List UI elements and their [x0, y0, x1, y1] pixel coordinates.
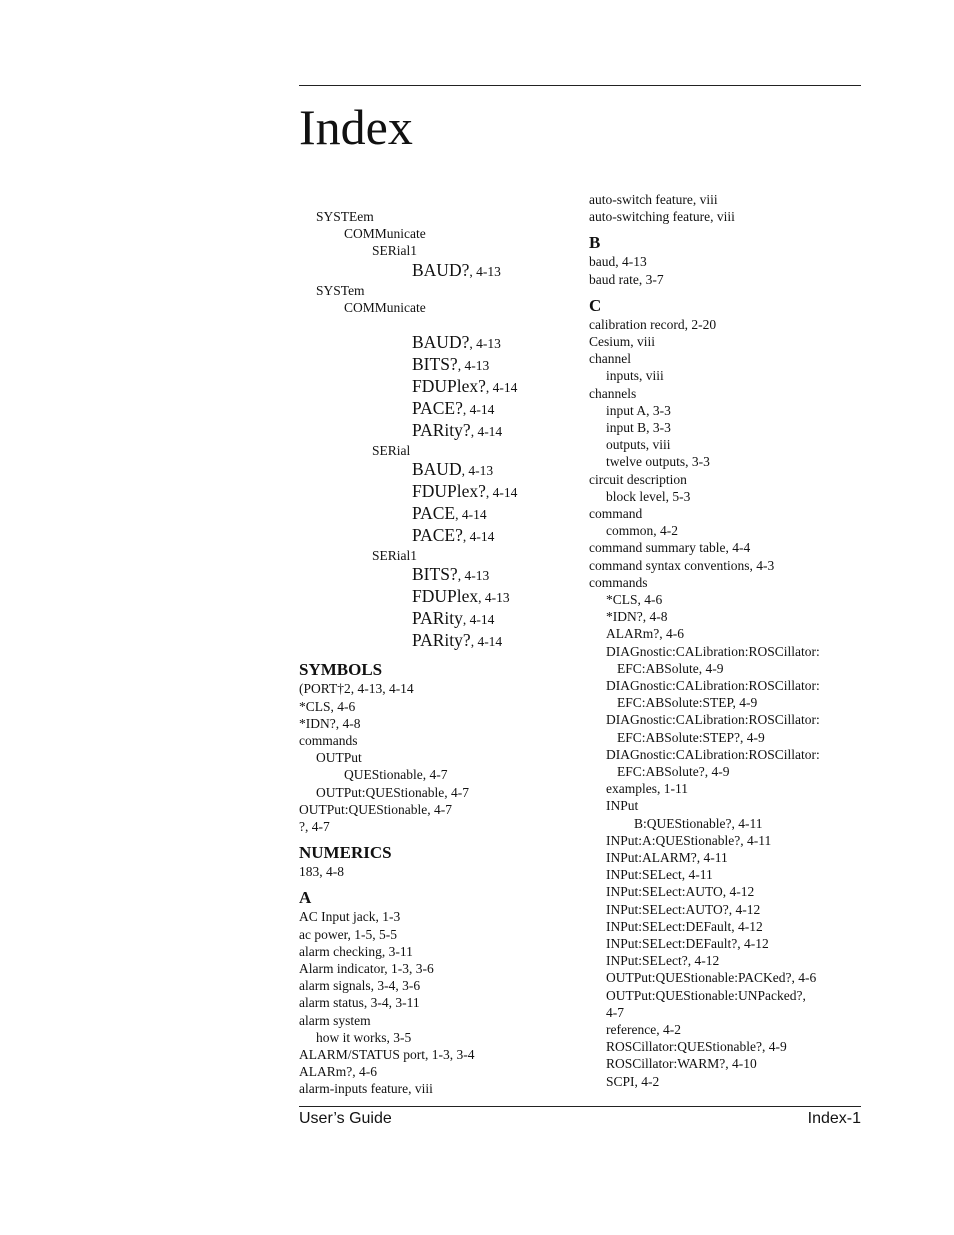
index-term: BITS? — [412, 354, 458, 374]
footer-guide-title: User’s Guide — [299, 1110, 392, 1127]
index-entry — [606, 746, 820, 763]
index-entry — [589, 574, 648, 591]
index-term: OUTPut:QUEStionable, 4-7 — [316, 784, 469, 800]
index-entry — [412, 332, 501, 354]
index-term: Cesium, viii — [589, 334, 656, 349]
index-term: INPut:SELect:AUTO?, 4-12 — [606, 901, 761, 917]
index-term: command summary table, 4-4 — [589, 540, 751, 556]
index-entry — [299, 732, 358, 749]
index-page-ref: , 4-13 — [469, 263, 501, 279]
index-entry — [606, 883, 754, 900]
index-entry — [606, 419, 671, 436]
index-entry — [606, 849, 728, 866]
index-entry — [589, 350, 631, 367]
index-entry — [617, 729, 765, 746]
index-entry — [316, 282, 365, 299]
index-entry — [316, 749, 362, 766]
index-term: EFC:ABSolute?, 4-9 — [617, 764, 730, 779]
index-term: block level, 5-3 — [606, 488, 691, 504]
index-entry — [606, 918, 763, 935]
index-entry — [372, 442, 410, 459]
index-page-ref: , 4-14 — [462, 612, 495, 628]
index-entry — [316, 1029, 411, 1046]
index-term: INPut:SELect:DEFault?, 4-12 — [606, 936, 769, 951]
index-entry — [606, 591, 662, 608]
index-entry — [344, 299, 426, 316]
page-title: Index — [299, 99, 413, 155]
index-term: ROSCillator:QUEStionable?, 4-9 — [606, 1039, 787, 1055]
index-entry — [589, 316, 716, 333]
index-term: alarm system — [299, 1012, 371, 1028]
index-entry — [606, 797, 638, 814]
index-entry — [299, 926, 397, 943]
index-term: COMMunicate — [344, 226, 426, 242]
index-entry — [617, 660, 724, 677]
index-entry — [412, 525, 494, 547]
index-term: reference, 4-2 — [606, 1022, 681, 1037]
index-entry — [299, 977, 420, 994]
index-term: SERial1 — [372, 548, 418, 564]
index-term: EFC:ABSolute, 4-9 — [617, 660, 724, 676]
index-entry — [299, 943, 413, 960]
index-term: calibration record, 2-20 — [589, 316, 717, 332]
index-term: NUMERICS — [299, 843, 392, 863]
index-term: AC Input jack, 1-3 — [299, 909, 401, 925]
index-entry — [412, 459, 493, 481]
index-entry — [299, 715, 360, 732]
index-term: input A, 3-3 — [606, 402, 671, 418]
index-term: commands — [299, 733, 358, 748]
index-section-heading — [589, 233, 600, 253]
index-entry — [606, 453, 710, 470]
index-term: A — [299, 888, 312, 908]
index-entry — [606, 952, 719, 969]
index-term: INPut:SELect:DEFault, 4-12 — [606, 918, 763, 934]
index-term: DIAGnostic:CALibration:ROSCillator: — [606, 643, 820, 659]
index-term: commands — [589, 574, 648, 590]
index-term: SYSTem — [316, 282, 365, 298]
index-term: 183, 4-8 — [299, 864, 344, 880]
index-term: PACE — [412, 503, 456, 524]
index-page-ref: , 4-13 — [457, 358, 490, 373]
index-entry — [412, 564, 489, 586]
index-term: *CLS, 4-6 — [606, 592, 663, 607]
index-term: command — [589, 506, 643, 521]
index-entry — [299, 863, 344, 880]
index-entry — [606, 1055, 757, 1072]
index-term: ac power, 1-5, 5-5 — [299, 926, 398, 942]
index-term: DIAGnostic:CALibration:ROSCillator: — [606, 712, 820, 728]
index-entry — [299, 1080, 433, 1097]
index-term: OUTPut:QUEStionable:PACKed?, 4-6 — [606, 970, 817, 986]
index-entry — [372, 547, 417, 564]
index-term: SERial — [372, 443, 411, 458]
index-term: COMMunicate — [344, 299, 426, 315]
index-term: ?, 4-7 — [299, 819, 330, 834]
index-entry — [299, 960, 434, 977]
index-term: inputs, viii — [606, 368, 664, 384]
index-term: SERial1 — [372, 243, 418, 259]
index-entry — [589, 539, 750, 556]
index-entry — [412, 260, 501, 282]
index-term: command syntax conventions, 4-3 — [589, 557, 775, 573]
index-term: OUTPut — [316, 750, 362, 766]
index-term: INPut:SELect:AUTO, 4-12 — [606, 884, 755, 900]
index-term: PARity? — [412, 420, 471, 440]
index-term: B — [589, 233, 601, 253]
index-term: INPut:SELect, 4-11 — [606, 867, 713, 883]
index-entry — [412, 503, 487, 525]
index-term: INPut:ALARM?, 4-11 — [606, 850, 728, 865]
index-entry — [412, 608, 494, 630]
index-entry — [606, 522, 678, 539]
index-entry — [606, 969, 816, 986]
index-section-heading — [299, 660, 382, 680]
index-entry — [606, 901, 760, 918]
index-term: *CLS, 4-6 — [299, 698, 356, 714]
index-term: PACE? — [412, 525, 463, 546]
index-term: channels — [589, 385, 637, 401]
index-entry — [589, 385, 636, 402]
index-entry — [606, 643, 820, 660]
index-term: SCPI, 4-2 — [606, 1073, 660, 1089]
index-entry — [412, 376, 517, 398]
index-term: how it works, 3-5 — [316, 1029, 412, 1045]
index-term: PARity? — [412, 630, 471, 651]
index-entry — [617, 694, 757, 711]
index-term: auto-switching feature, viii — [589, 209, 735, 225]
index-term: auto-switch feature, viii — [589, 192, 718, 207]
index-page-ref: , 4-14 — [470, 634, 503, 650]
index-term: alarm status, 3-4, 3-11 — [299, 995, 420, 1011]
index-entry — [299, 1063, 377, 1080]
index-term: alarm signals, 3-4, 3-6 — [299, 978, 421, 994]
index-page-ref: , 4-13 — [478, 590, 510, 606]
index-page-ref: , 4-14 — [462, 529, 495, 545]
footer-rule — [299, 1106, 861, 1107]
index-entry — [589, 271, 664, 288]
index-term: INPut — [606, 798, 639, 814]
index-term: DIAGnostic:CALibration:ROSCillator: — [606, 678, 820, 693]
index-term: BAUD? — [412, 332, 470, 352]
index-entry — [412, 481, 517, 503]
index-term: examples, 1-11 — [606, 781, 688, 797]
index-entry — [589, 191, 718, 208]
index-entry — [299, 1012, 371, 1029]
index-term: PACE? — [412, 398, 463, 418]
index-term: 4-7 — [606, 1004, 624, 1020]
index-entry — [606, 935, 769, 952]
index-term: outputs, viii — [606, 437, 671, 453]
index-term: PARity — [412, 608, 463, 629]
index-term: common, 4-2 — [606, 523, 678, 539]
index-entry — [299, 818, 330, 835]
index-entry — [617, 763, 730, 780]
index-page-ref: , 4-14 — [462, 402, 495, 417]
index-term: ALARm?, 4-6 — [606, 626, 684, 642]
index-entry — [412, 354, 489, 376]
index-entry — [606, 711, 820, 728]
index-entry — [606, 780, 688, 797]
index-term: B:QUEStionable?, 4-11 — [634, 815, 763, 831]
index-entry — [606, 1004, 624, 1021]
index-entry — [606, 402, 671, 419]
index-page-ref: , 4-13 — [457, 568, 490, 584]
index-term: FDUPlex? — [412, 481, 486, 502]
index-term: OUTPut:QUEStionable, 4-7 — [299, 801, 452, 817]
index-entry — [606, 488, 690, 505]
index-entry — [589, 471, 687, 488]
index-entry — [316, 208, 374, 225]
index-entry — [589, 557, 774, 574]
index-term: Alarm indicator, 1-3, 3-6 — [299, 961, 434, 976]
index-entry — [606, 832, 771, 849]
index-term: ALARm?, 4-6 — [299, 1064, 377, 1080]
index-term: alarm-inputs feature, viii — [299, 1081, 433, 1097]
index-section-heading — [589, 296, 601, 316]
index-section-heading — [299, 843, 392, 863]
index-entry — [299, 994, 420, 1011]
index-term: ROSCillator:WARM?, 4-10 — [606, 1056, 757, 1072]
index-term: SYMBOLS — [299, 660, 383, 680]
index-entry — [606, 608, 667, 625]
index-entry — [589, 208, 735, 225]
index-entry — [299, 680, 414, 697]
index-entry — [606, 866, 713, 883]
index-page-ref: , 4-13 — [461, 463, 494, 479]
index-term: circuit description — [589, 471, 687, 487]
index-page-ref: , 4-14 — [485, 380, 518, 395]
index-entry — [299, 908, 400, 925]
index-term: baud, 4-13 — [589, 254, 647, 270]
index-term: FDUPlex? — [412, 376, 486, 396]
index-term: (PORT†2, 4-13, 4-14 — [299, 681, 414, 697]
index-entry — [634, 815, 762, 832]
index-term: SYSTEem — [316, 209, 374, 224]
index-term: input B, 3-3 — [606, 420, 671, 435]
index-entry — [412, 420, 502, 442]
index-term: BITS? — [412, 564, 458, 585]
index-entry — [299, 698, 355, 715]
index-term: alarm checking, 3-11 — [299, 943, 413, 959]
index-term: INPut:SELect?, 4-12 — [606, 953, 720, 969]
index-page-ref: , 4-14 — [485, 485, 518, 501]
index-entry — [606, 625, 684, 642]
index-term: EFC:ABSolute:STEP?, 4-9 — [617, 729, 765, 745]
index-entry — [589, 253, 647, 270]
index-entry — [344, 766, 448, 783]
index-term: QUEStionable, 4-7 — [344, 767, 448, 783]
index-entry — [606, 367, 664, 384]
index-entry — [606, 1021, 681, 1038]
index-entry — [372, 242, 417, 259]
index-entry — [299, 801, 452, 818]
index-entry — [412, 586, 510, 608]
index-entry — [606, 987, 806, 1004]
index-term: C — [589, 295, 602, 315]
index-entry — [606, 436, 671, 453]
index-page-ref: , 4-14 — [455, 507, 487, 523]
index-term: twelve outputs, 3-3 — [606, 454, 710, 470]
index-term: OUTPut:QUEStionable:UNPacked?, — [606, 987, 806, 1003]
index-entry — [412, 630, 502, 652]
index-page-ref: , 4-14 — [470, 424, 503, 439]
index-entry — [589, 505, 642, 522]
index-term: *IDN?, 4-8 — [606, 609, 668, 625]
index-page-ref: , 4-13 — [469, 336, 501, 351]
index-section-heading — [299, 888, 311, 908]
index-term: INPut:A:QUEStionable?, 4-11 — [606, 832, 772, 848]
index-term: BAUD — [412, 459, 462, 480]
index-entry — [606, 677, 820, 694]
footer-page-number: Index-1 — [807, 1110, 861, 1127]
index-term: FDUPlex — [412, 586, 479, 607]
index-term: ALARM/STATUS port, 1-3, 3-4 — [299, 1047, 475, 1062]
index-entry — [344, 225, 426, 242]
index-term: BAUD? — [412, 259, 470, 280]
index-entry — [606, 1038, 787, 1055]
index-entry — [606, 1073, 659, 1090]
index-entry — [412, 398, 494, 420]
index-term: DIAGnostic:CALibration:ROSCillator: — [606, 746, 820, 762]
index-entry — [589, 333, 655, 350]
index-term: EFC:ABSolute:STEP, 4-9 — [617, 695, 758, 711]
index-entry — [299, 1046, 475, 1063]
index-term: baud rate, 3-7 — [589, 271, 664, 287]
header-rule — [299, 85, 861, 86]
index-entry — [316, 784, 469, 801]
index-term: *IDN?, 4-8 — [299, 715, 361, 731]
index-term: channel — [589, 351, 631, 367]
